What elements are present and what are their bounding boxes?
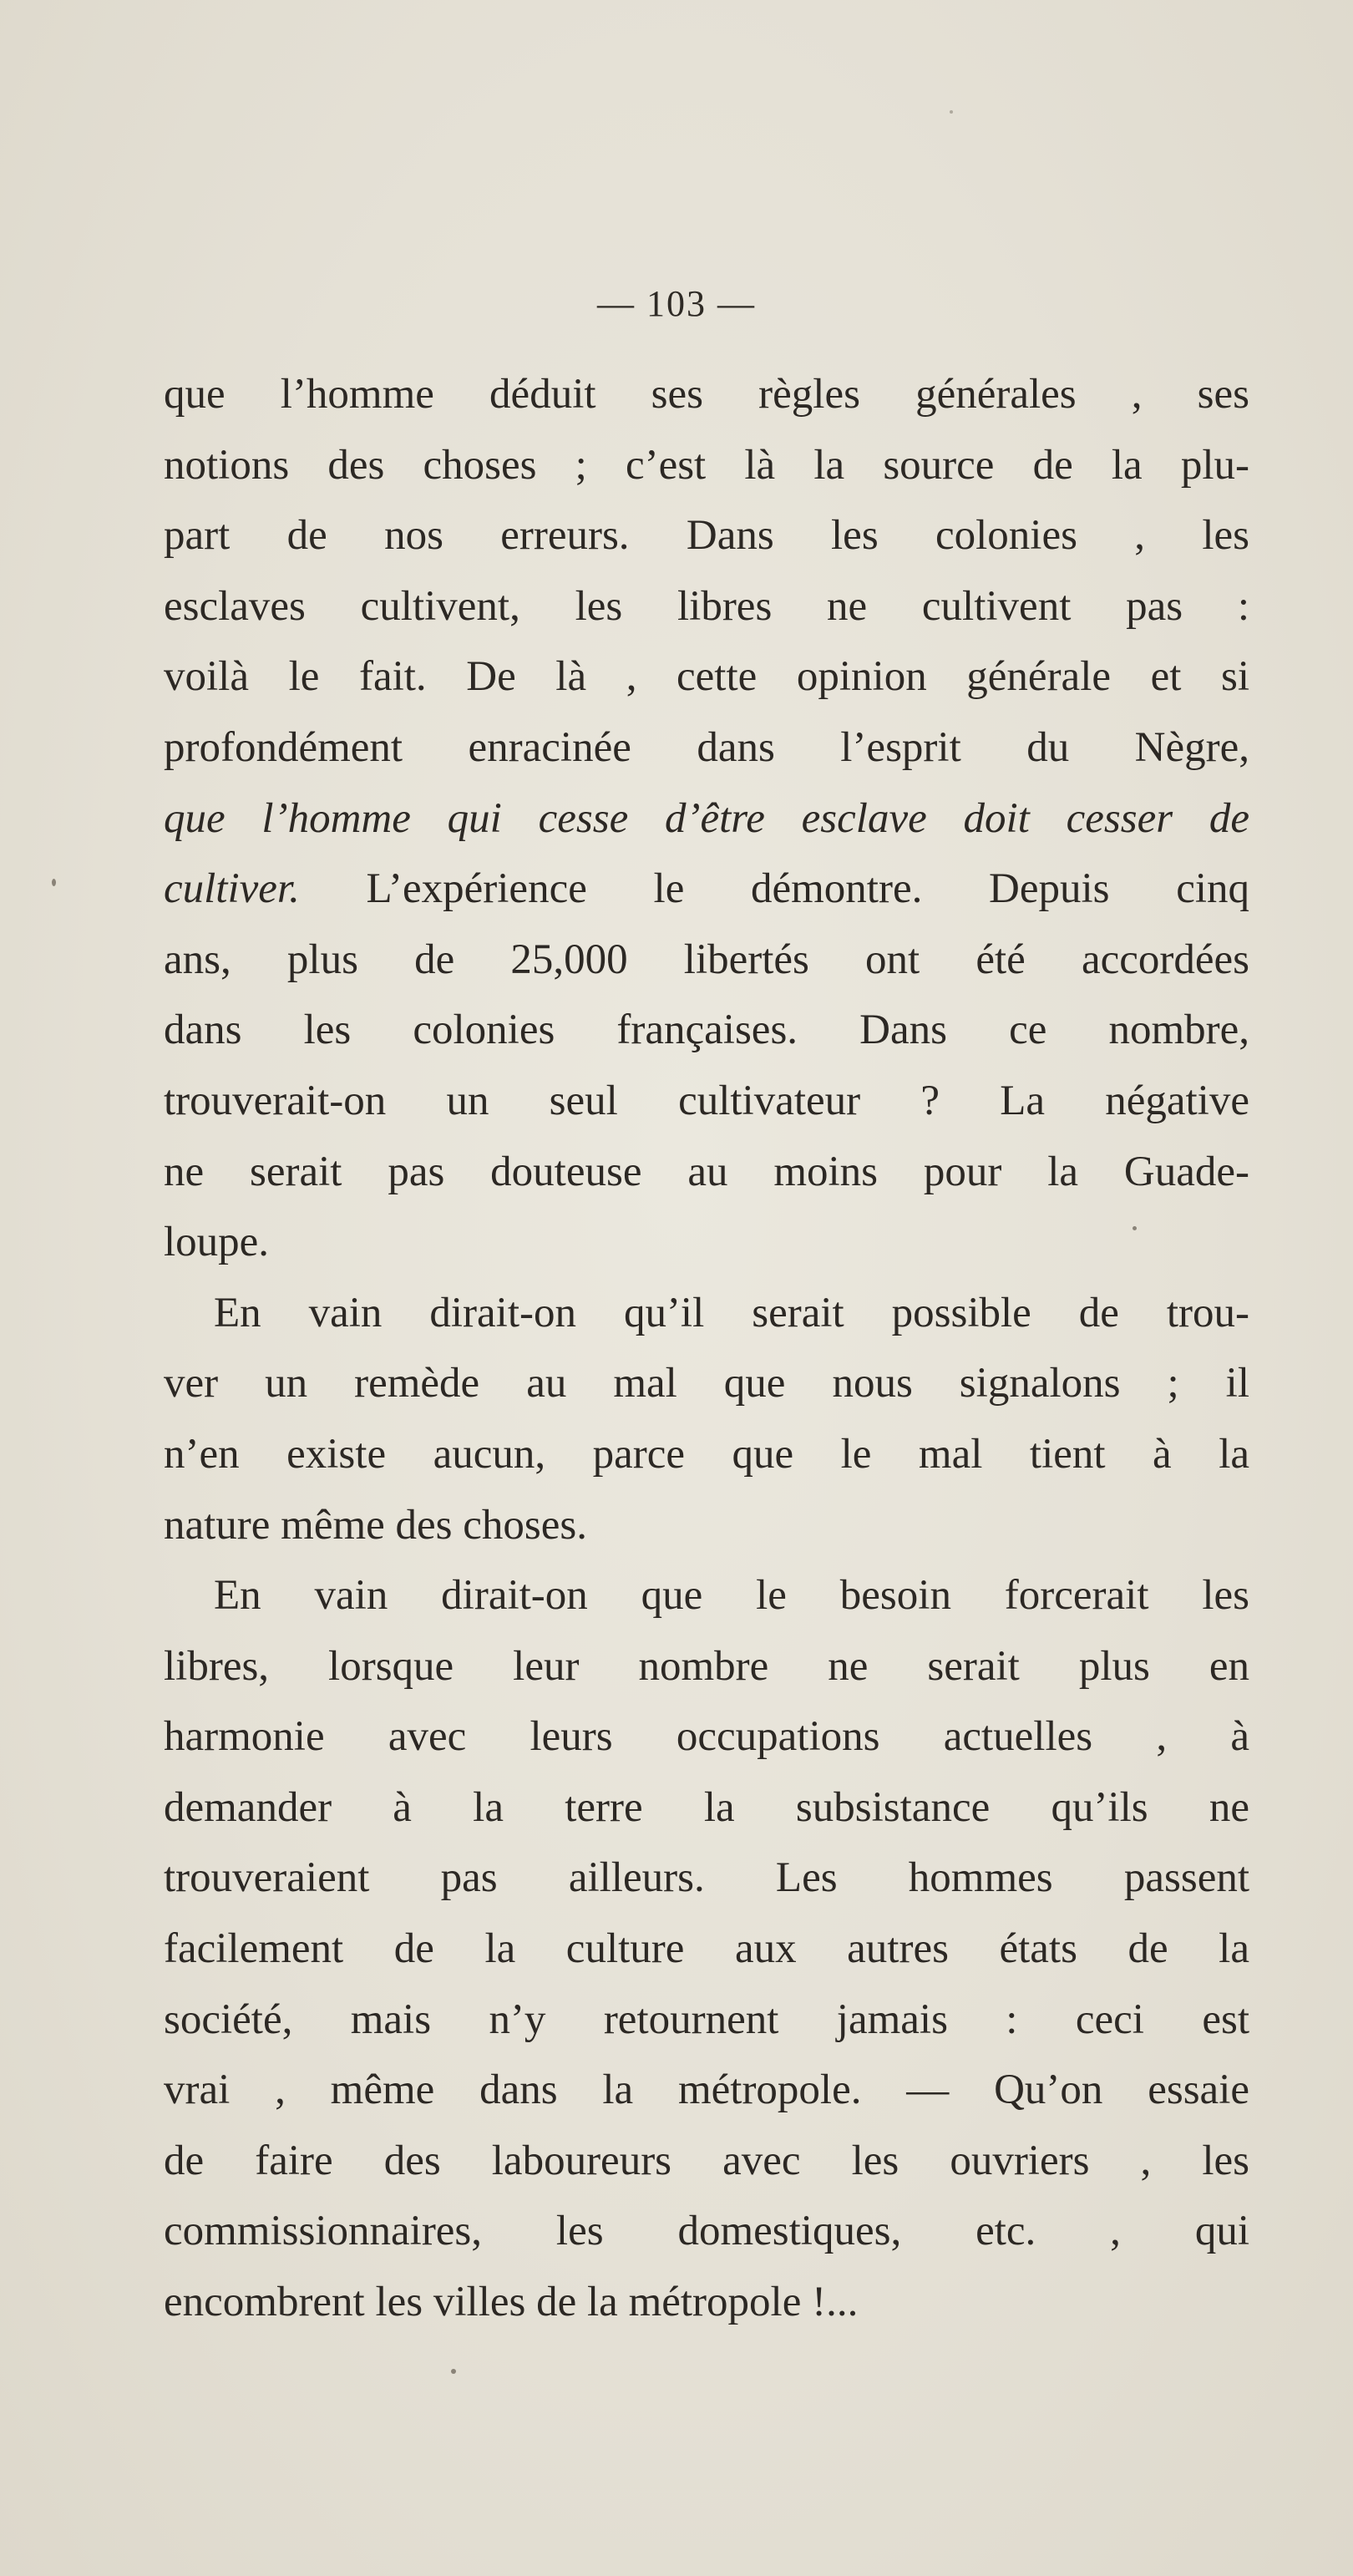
paper-speck (1133, 1226, 1137, 1230)
body-text (164, 359, 1249, 2338)
paper-speck (950, 110, 953, 114)
text-line: commissionnaires, les domestiques, etc. , qui (164, 2208, 1249, 2255)
text-line: harmonie avec leurs occupations actuelles , à (164, 1713, 1249, 1761)
text-line: encombrent les villes de la métropole !... (164, 2279, 859, 2326)
text-line: libres, lorsque leur nombre ne serait plus en (164, 1642, 1249, 1690)
text-line: En vain dirait-on que le besoin forcerait les (214, 1572, 1249, 1620)
text-line: que l’homme déduit ses règles générales , ses (164, 371, 1249, 418)
text-line: ne serait pas douteuse au moins pour la Guade- (164, 1148, 1249, 1195)
page-number: — 103 — (597, 283, 756, 324)
text-line: n’en existe aucun, parce que le mal tient à la (164, 1430, 1249, 1478)
text-line: facilement de la culture aux autres états de la (164, 1925, 1249, 1973)
text-line: ans, plus de 25,000 libertés ont été accordées (164, 936, 1249, 983)
paper-speck (451, 2369, 456, 2374)
text-line: demander à la terre la subsistance qu’ils ne (164, 1783, 1249, 1831)
text-line-mixed (164, 854, 1249, 925)
text-line: trouverait-on un seul cultivateur ? La négative (164, 1077, 1249, 1124)
text-line: de faire des laboureurs avec les ouvriers , les (164, 2137, 1249, 2184)
paper-speck (52, 879, 56, 886)
text-line: ver un remède au mal que nous signalons ; il (164, 1360, 1249, 1407)
text-line: profondément enracinée dans l’esprit du Nègre, (164, 723, 1249, 771)
text-line: société, mais n’y retournent jamais : ceci est (164, 1995, 1249, 2043)
text-line-italic: que l’homme qui cesse d’être esclave doit cesser de (164, 794, 1249, 842)
italic-fragment: cultiver. (164, 865, 300, 913)
text-line: voilà le fait. De là , cette opinion générale et si (164, 653, 1249, 701)
text-line: loupe. (164, 1219, 270, 1266)
text-line: esclaves cultivent, les libres ne cultivent pas : (164, 582, 1249, 630)
text-line: En vain dirait-on qu’il serait possible de trou- (214, 1289, 1249, 1336)
text-line: dans les colonies françaises. Dans ce nombre, (164, 1007, 1249, 1054)
roman-fragment: L’expérience le démontre. Depuis cinq (299, 865, 1249, 913)
text-line: part de nos erreurs. Dans les colonies , les (164, 512, 1249, 560)
text-line: trouveraient pas ailleurs. Les hommes passent (164, 1854, 1249, 1902)
text-line: notions des choses ; c’est là la source de la plu- (164, 441, 1249, 489)
text-line: vrai , même dans la métropole. — Qu’on essaie (164, 2066, 1249, 2114)
text-line: nature même des choses. (164, 1501, 587, 1549)
